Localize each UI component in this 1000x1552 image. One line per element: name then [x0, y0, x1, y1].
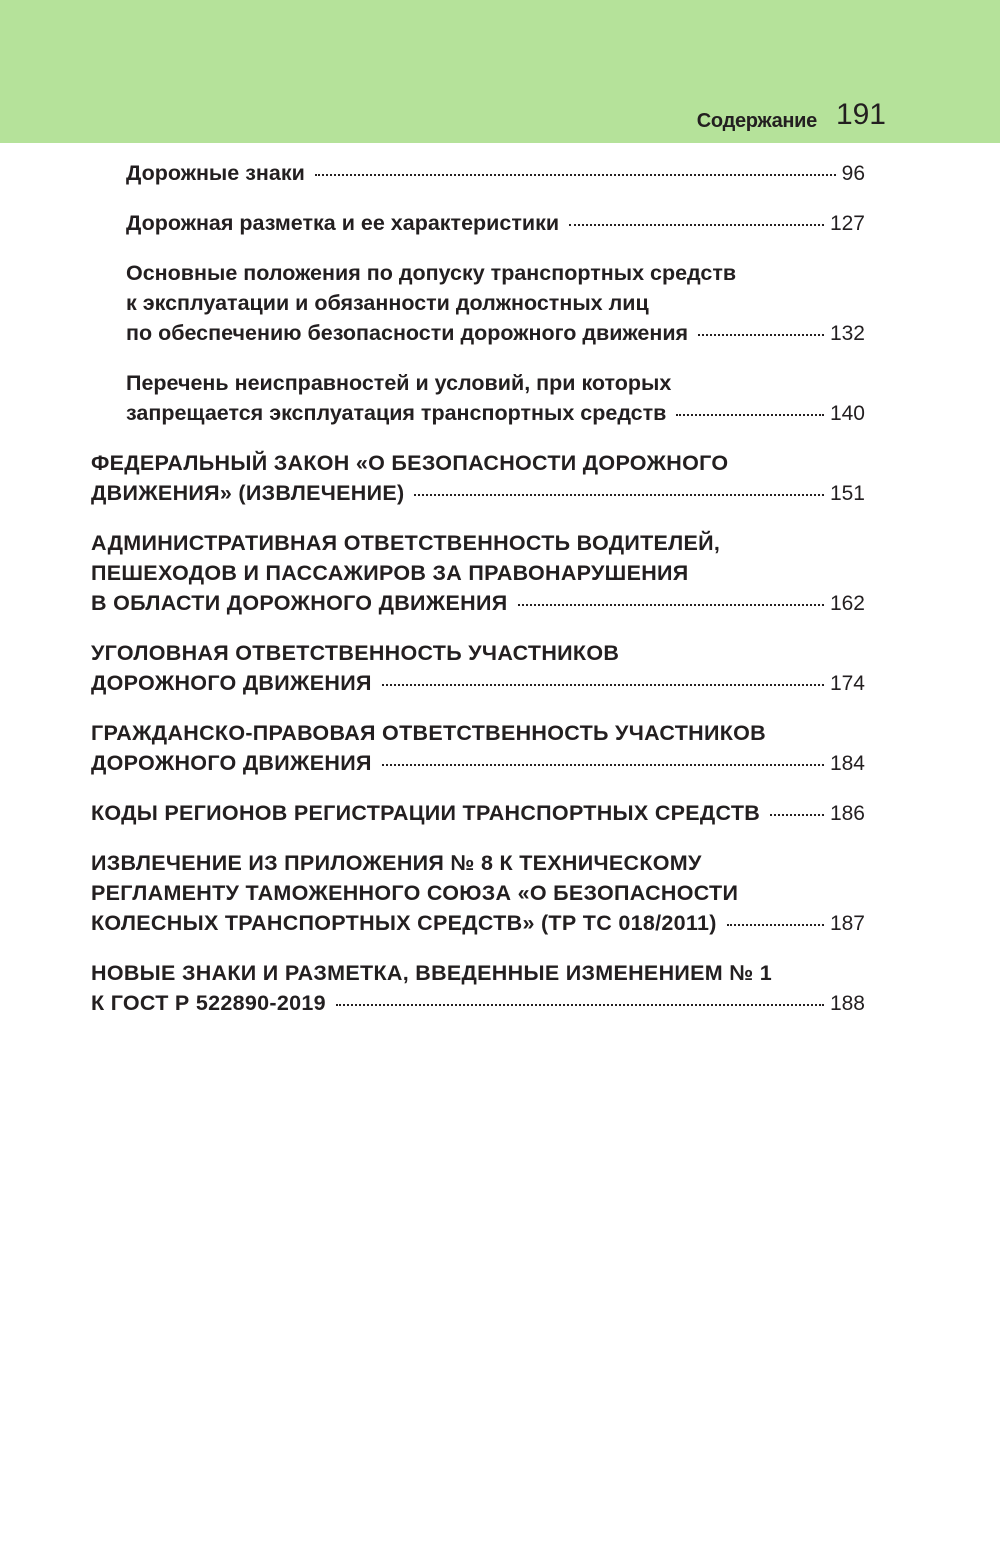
toc-entry-page-number: 187: [829, 912, 865, 935]
toc-entry-title-line: к эксплуатации и обязанности должностных лиц: [126, 291, 649, 315]
toc-entry-title-line: ДОРОЖНОГО ДВИЖЕНИЯ: [91, 671, 372, 695]
toc-entry-title-line: АДМИНИСТРАТИВНАЯ ОТВЕТСТВЕННОСТЬ ВОДИТЕЛЕЙ,: [91, 531, 721, 555]
toc-entry-title-line: ДВИЖЕНИЯ» (ИЗВЛЕЧЕНИЕ): [91, 481, 405, 505]
toc-entry-title-line: КОЛЕСНЫХ ТРАНСПОРТНЫХ СРЕДСТВ» (ТР ТС 018/2011): [91, 911, 717, 935]
toc-entry-title-line: ГРАЖДАНСКО-ПРАВОВАЯ ОТВЕТСТВЕННОСТЬ УЧАСТНИКОВ: [91, 721, 766, 745]
dot-leader: [336, 1004, 824, 1006]
toc-entry-page-number: 162: [829, 592, 865, 615]
toc-entry-title-line: ПЕШЕХОДОВ И ПАССАЖИРОВ ЗА ПРАВОНАРУШЕНИЯ: [91, 561, 689, 585]
toc-entry-title-line: по обеспечению безопасности дорожного движения: [126, 321, 689, 345]
toc-entry-title-line: Дорожная разметка и ее характеристики: [126, 211, 560, 235]
toc-entry-last-line: [91, 988, 865, 1018]
toc-entry-page-number: 127: [829, 212, 865, 235]
dot-leader: [698, 334, 824, 336]
toc-entry-last-line: [126, 398, 865, 428]
toc-entry-page-number: 188: [829, 992, 865, 1015]
toc-entry-page-number: 151: [829, 482, 865, 505]
toc-entry-last-line: [126, 318, 865, 348]
toc-entry-last-line: [126, 158, 865, 188]
toc-entry-title-line: НОВЫЕ ЗНАКИ И РАЗМЕТКА, ВВЕДЕННЫЕ ИЗМЕНЕНИЕМ № 1: [91, 961, 773, 985]
toc-entry-last-line: [91, 908, 865, 938]
dot-leader: [770, 814, 824, 816]
toc-entry-title-line: КОДЫ РЕГИОНОВ РЕГИСТРАЦИИ ТРАНСПОРТНЫХ СРЕДСТВ: [91, 801, 761, 825]
toc-entry-page-number: 186: [829, 802, 865, 825]
dot-leader: [315, 174, 836, 176]
toc-entry-last-line: [91, 798, 865, 828]
toc-entry-title-line: В ОБЛАСТИ ДОРОЖНОГО ДВИЖЕНИЯ: [91, 591, 508, 615]
toc-entry-page-number: 140: [829, 402, 865, 425]
dot-leader: [518, 604, 824, 606]
toc-entry-title-line: УГОЛОВНАЯ ОТВЕТСТВЕННОСТЬ УЧАСТНИКОВ: [91, 641, 620, 665]
dot-leader: [569, 224, 824, 226]
page-number: 191: [835, 98, 886, 131]
toc-entry-title-line: Основные положения по допуску транспортных средств: [126, 261, 737, 285]
toc-entry-title-line: Перечень неисправностей и условий, при которых: [126, 371, 672, 395]
toc-entry-title-line: ДОРОЖНОГО ДВИЖЕНИЯ: [91, 751, 372, 775]
running-title: Содержание: [696, 110, 817, 132]
toc-entry-title-line: К ГОСТ Р 522890-2019: [91, 991, 326, 1015]
toc-entry-title-line: ИЗВЛЕЧЕНИЕ ИЗ ПРИЛОЖЕНИЯ № 8 К ТЕХНИЧЕСКОМУ: [91, 851, 702, 875]
toc-entry-page-number: 96: [841, 162, 865, 185]
dot-leader: [382, 764, 824, 766]
dot-leader: [414, 494, 823, 496]
toc-entry-last-line: [91, 748, 865, 778]
toc-entry-page-number: 184: [829, 752, 865, 775]
toc-entry-title-line: Дорожные знаки: [126, 161, 305, 185]
toc-entry-last-line: [91, 478, 865, 508]
toc-entry-last-line: [91, 588, 865, 618]
toc-entry-title-line: запрещается эксплуатация транспортных средств: [126, 401, 667, 425]
toc-entry-title-line: ФЕДЕРАЛЬНЫЙ ЗАКОН «О БЕЗОПАСНОСТИ ДОРОЖНОГО: [91, 451, 729, 475]
toc-entry-page-number: 174: [829, 672, 865, 695]
dot-leader: [727, 924, 824, 926]
toc-entry-page-number: 132: [829, 322, 865, 345]
toc-entry-last-line: [126, 208, 865, 238]
toc-entry-title-line: РЕГЛАМЕНТУ ТАМОЖЕННОГО СОЮЗА «О БЕЗОПАСНОСТИ: [91, 881, 739, 905]
toc-entry-last-line: [91, 668, 865, 698]
dot-leader: [676, 414, 824, 416]
dot-leader: [382, 684, 824, 686]
